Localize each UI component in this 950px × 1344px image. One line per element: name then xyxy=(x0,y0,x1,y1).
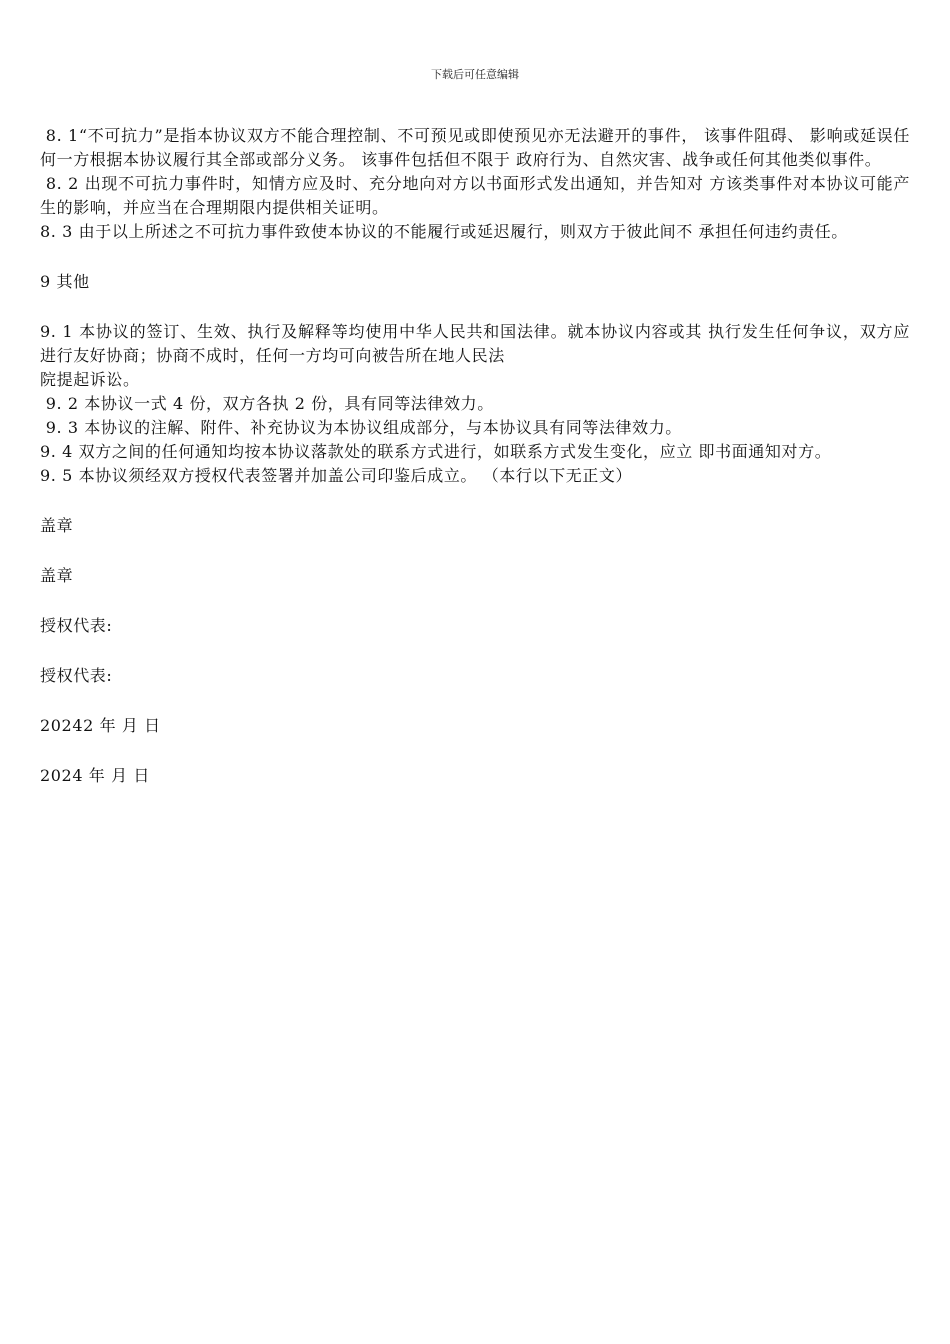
date-line-2: 2024 年 月 日 xyxy=(40,766,150,785)
seal-label-2: 盖章 xyxy=(40,566,74,585)
clause-9-4: 9. 4 双方之间的任何通知均按本协议落款处的联系方式进行，如联系方式发生变化，应立 即书面通知对方。 xyxy=(40,442,832,461)
clause-8-1: 8. 1“不可抗力”是指本协议双方不能合理控制、不可预见或即使预见亦无法避开的事件， 该事件阻碍、 影响或延误任何一方根据本协议履行其全部或部分义务。 该事件包括但不限于 政府行为、自然灾害、战争或任何其他类似事件。 xyxy=(40,126,910,169)
clause-8-3: 8. 3 由于以上所述之不可抗力事件致使本协议的不能履行或延迟履行，则双方于彼此间不 承担任何违约责任。 xyxy=(40,222,848,241)
clause-9-1: 9. 1 本协议的签订、生效、执行及解释等均使用中华人民共和国法律。就本协议内容或其 执行发生任何争议，双方应进行友好协商；协商不成时，任何一方均可向被告所在地人民法 xyxy=(40,322,910,365)
document-body xyxy=(40,124,910,788)
clause-9-3: 9. 3 本协议的注解、附件、补充协议为本协议组成部分，与本协议具有同等法律效力。 xyxy=(40,418,682,437)
clause-8-2: 8. 2 出现不可抗力事件时，知情方应及时、充分地向对方以书面形式发出通知，并告知对 方该类事件对本协议可能产生的影响，并应当在合理期限内提供相关证明。 xyxy=(40,174,910,217)
clause-9-2: 9. 2 本协议一式 4 份，双方各执 2 份，具有同等法律效力。 xyxy=(40,394,494,413)
date-line-1: 20242 年 月 日 xyxy=(40,716,161,735)
page-header: 下载后可任意编辑 xyxy=(431,68,519,81)
clause-9-1-continued: 院提起诉讼。 xyxy=(40,370,140,389)
seal-label-1: 盖章 xyxy=(40,516,74,535)
clause-9-5: 9. 5 本协议须经双方授权代表签署并加盖公司印鉴后成立。 （本行以下无正文） xyxy=(40,466,633,485)
authorized-rep-2: 授权代表: xyxy=(40,666,113,685)
section-9-title: 9 其他 xyxy=(40,272,90,291)
authorized-rep-1: 授权代表: xyxy=(40,616,113,635)
